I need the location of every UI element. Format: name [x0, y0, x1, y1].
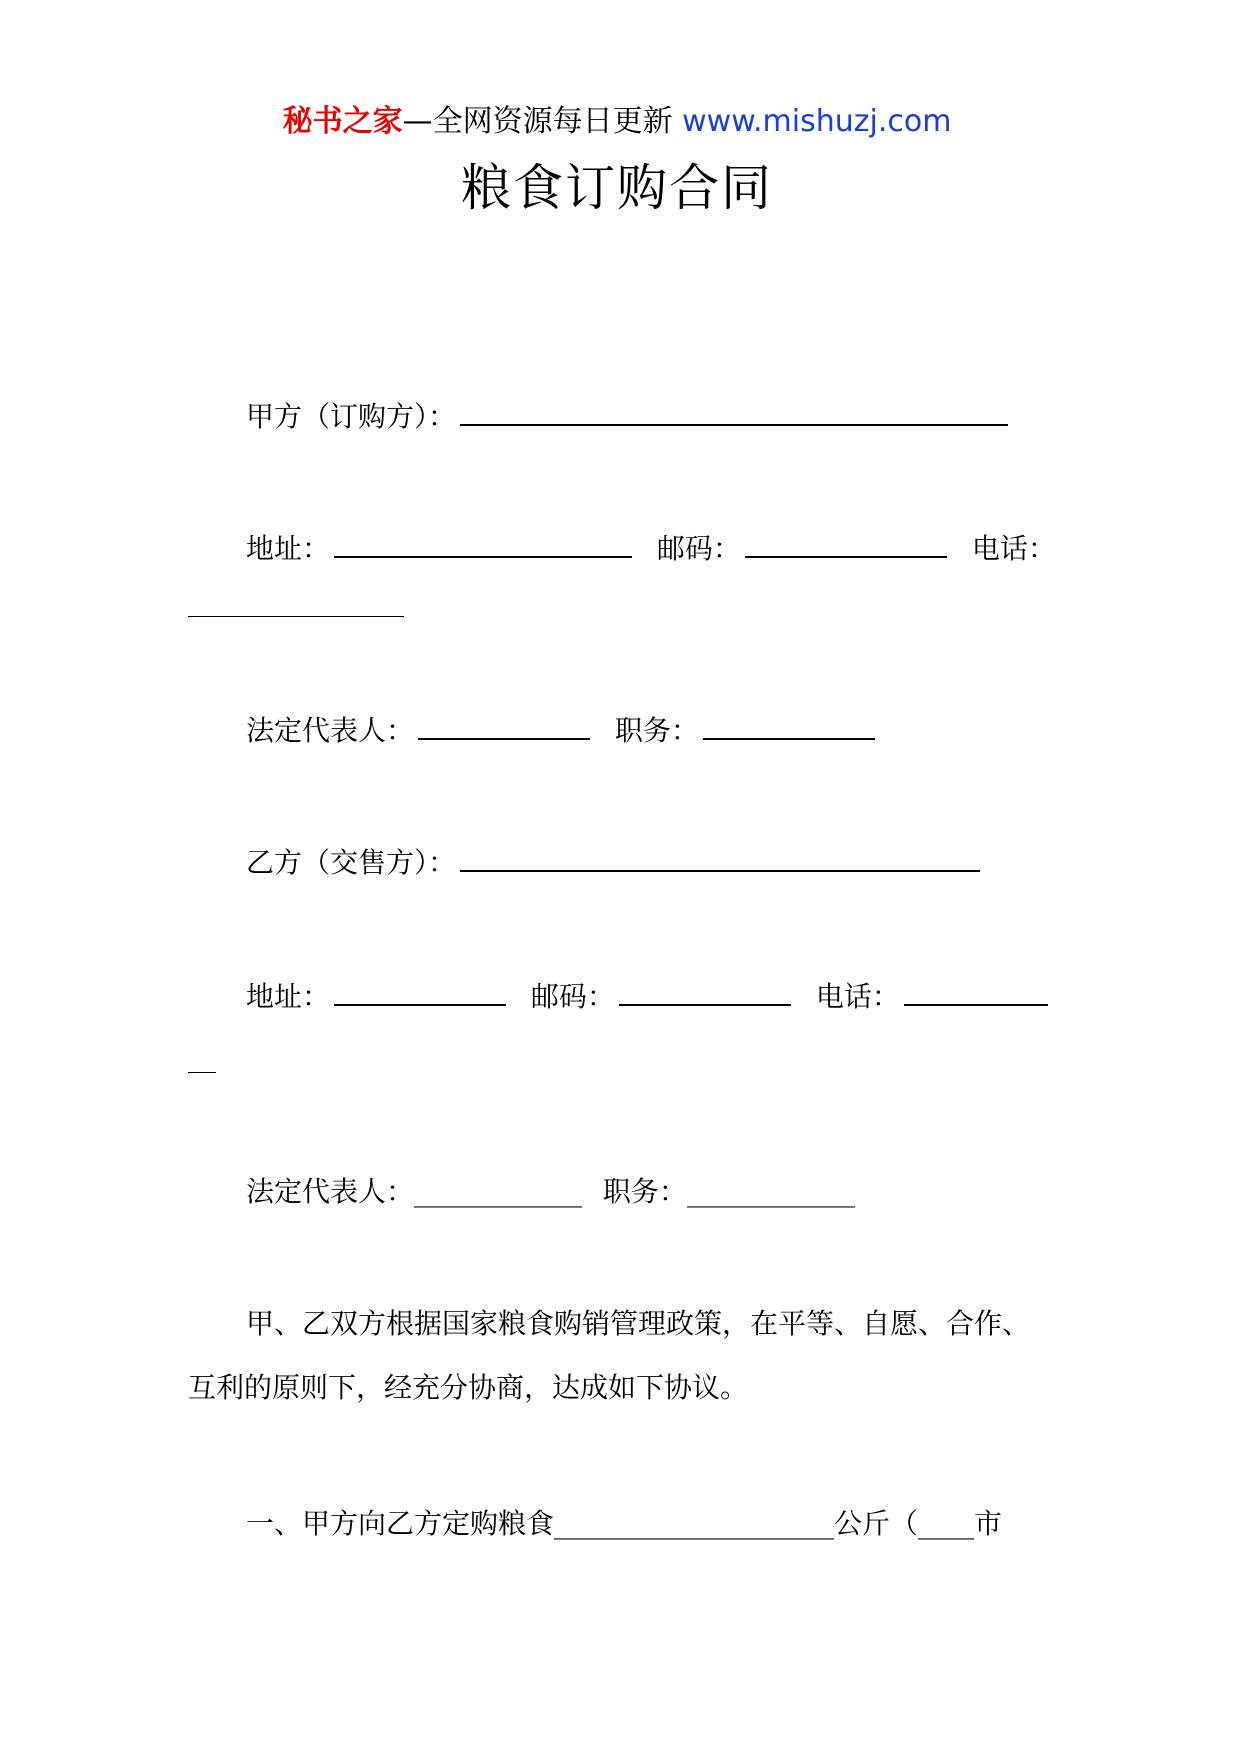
site-url[interactable]: www.mishuzj.com: [682, 104, 952, 139]
party-b-name-field[interactable]: [460, 840, 980, 872]
party-b-postcode-field[interactable]: [619, 974, 791, 1006]
party-b-phone-label: 电话：: [815, 980, 900, 1013]
clause-1-line: [246, 1504, 1002, 1544]
party-a-postcode-field[interactable]: [745, 526, 947, 558]
party-a-contact-line: [246, 526, 1056, 569]
party-b-phone-field-continuation[interactable]: [188, 1072, 216, 1073]
clause-1-second-field[interactable]: ____: [918, 1507, 975, 1540]
party-b-rep-label: 法定代表人：: [246, 1175, 415, 1208]
document-title: 粮食订购合同: [461, 159, 773, 217]
party-a-phone-label: 电话：: [971, 532, 1056, 565]
party-a-address-label: 地址：: [246, 532, 331, 565]
party-a-name-line: [246, 394, 1012, 437]
intro-paragraph: 甲、乙双方根据国家粮食购销管理政策，在平等、自愿、合作、互利的原则下，经充分协商，达成如下协议。: [188, 1307, 1031, 1404]
party-b-address-label: 地址：: [246, 980, 331, 1013]
party-a-position-label: 职务：: [614, 714, 699, 747]
party-a-rep-line: [246, 708, 879, 751]
party-b-rep-line: [246, 1172, 855, 1212]
party-b-name-line: [246, 840, 984, 883]
party-b-phone-field[interactable]: [904, 974, 1048, 1006]
party-a-rep-field[interactable]: [418, 708, 590, 740]
site-header: [0, 100, 1234, 144]
brand-name: 秘书之家: [282, 104, 403, 139]
clause-1-suffix: 市: [974, 1507, 1003, 1540]
party-a-name-label: 甲方（订购方）：: [246, 400, 457, 433]
party-b-position-label: 职务：: [602, 1175, 687, 1208]
header-tagline: —全网资源每日更新: [402, 104, 673, 139]
party-b-name-label: 乙方（交售方）：: [246, 846, 457, 879]
party-b-address-field[interactable]: [334, 974, 506, 1006]
party-a-position-field[interactable]: [703, 708, 875, 740]
party-b-postcode-label: 邮码：: [530, 980, 615, 1013]
party-b-rep-field[interactable]: ____________: [414, 1175, 583, 1208]
party-a-postcode-label: 邮码：: [656, 532, 741, 565]
clause-1-quantity-field[interactable]: ____________________: [554, 1507, 835, 1540]
clause-1-prefix: 一、甲方向乙方定购粮食: [246, 1507, 555, 1540]
party-a-address-field[interactable]: [334, 526, 632, 558]
clause-1-unit: 公斤（: [834, 1507, 919, 1540]
party-b-contact-line: [246, 974, 1052, 1017]
party-a-rep-label: 法定代表人：: [246, 714, 415, 747]
party-a-phone-field[interactable]: [188, 616, 404, 617]
party-b-position-field[interactable]: ____________: [686, 1175, 855, 1208]
party-a-name-field[interactable]: [460, 394, 1008, 426]
